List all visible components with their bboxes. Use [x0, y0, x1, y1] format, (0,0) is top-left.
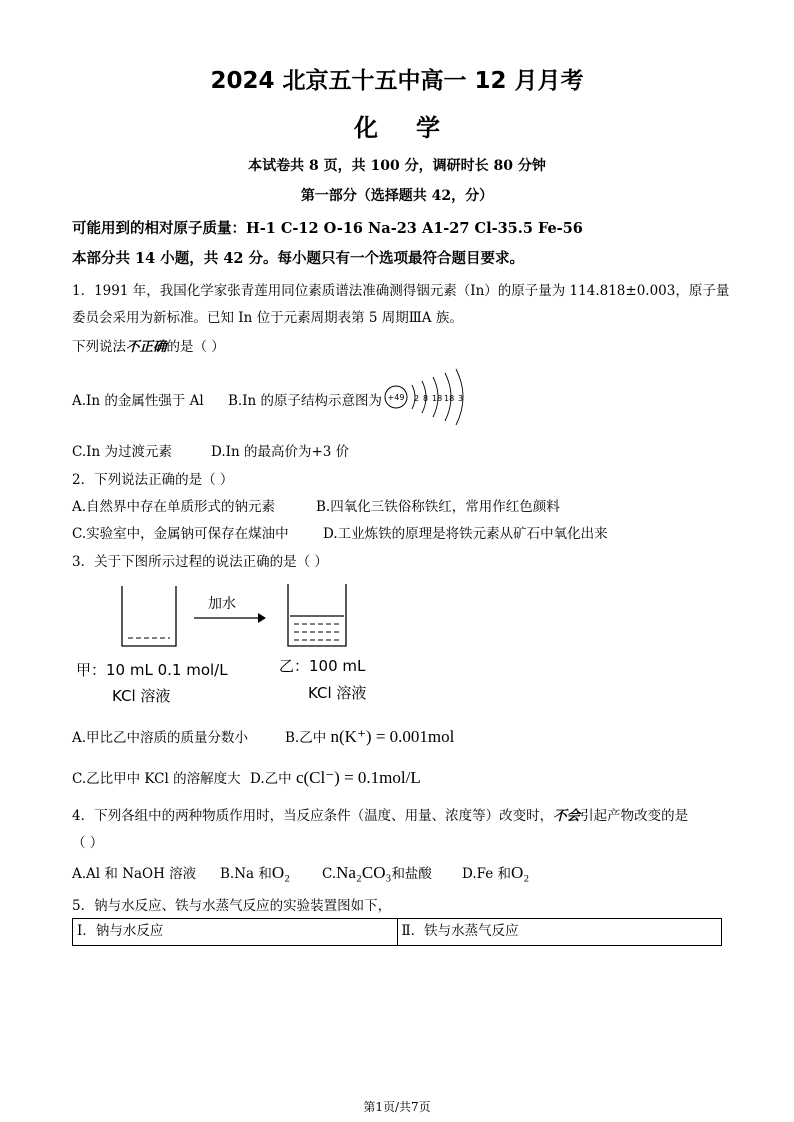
beaker-yi	[288, 584, 346, 646]
q4-option-c	[322, 862, 432, 883]
page-number: 第1页/共7页	[363, 1100, 431, 1114]
yi-label-line1: 乙：100 mL	[279, 657, 366, 675]
q4-answer-paren: （ ）	[72, 835, 104, 851]
nucleus-charge: +49	[387, 393, 405, 402]
q5-stem: 5．钠与水反应、铁与水蒸气反应的实验装置图如下，	[72, 898, 392, 914]
atomic-masses: 可能用到的相对原子质量：H-1 C-12 O-16 Na-23 A1-27 Cl-35.5 Fe-56	[72, 220, 583, 237]
q1-option-b: B.In 的原子结构示意图为	[228, 393, 383, 409]
yi-label-line2: KCl 溶液	[308, 684, 367, 702]
q4-option-d-label: D.Fe 和	[462, 866, 512, 882]
q4-option-a: A.Al 和 NaOH 溶液	[72, 866, 197, 882]
q4-stem-emphasis: 不会	[553, 808, 581, 824]
q4-stem	[72, 804, 688, 824]
q3-stem: 3．关于下图所示过程的说法正确的是（ ）	[72, 554, 328, 570]
q1-line2: 委员会采用为新标准。已知 In 位于元素周期表第 5 周期ⅢA 族。	[72, 310, 463, 326]
q4-option-c-label: C.	[322, 866, 337, 882]
part-heading: 第一部分（选择题共 42，分）	[300, 188, 494, 204]
q3-option-a: A.甲比乙中溶质的质量分数小	[72, 730, 249, 746]
q5-table	[72, 918, 722, 946]
q4-option-b	[220, 862, 290, 883]
shell-count-5: 3	[458, 394, 464, 403]
q1-line1: 1．1991 年，我国化学家张青莲用同位素质谱法准确测得铟元素（In）的原子量为 114.818±0.003，原子量	[72, 283, 730, 299]
q2-option-c: C.实验室中，金属钠可保存在煤油中	[72, 526, 289, 542]
q2-stem: 2．下列说法正确的是（ ）	[72, 472, 234, 488]
exam-title: 2024 北京五十五中高一 12 月月考	[210, 68, 584, 94]
q1-stem-emphasis: 不正确	[126, 339, 167, 355]
beaker-jia	[122, 586, 176, 646]
jia-label-line2: KCl 溶液	[112, 687, 171, 705]
q4-stem-pre: 4．下列各组中的两种物质作用时，当反应条件（温度、用量、浓度等）改变时，	[72, 808, 554, 824]
jia-label-line1: 甲：10 mL 0.1 mol/L	[76, 661, 228, 679]
q3-option-c: C.乙比甲中 KCl 的溶解度大	[72, 771, 241, 787]
dilution-diagram	[110, 578, 390, 658]
arrow-label: 加水	[208, 596, 236, 612]
instructions: 本部分共 14 小题，共 42 分。每小题只有一个选项最符合题目要求。	[72, 250, 525, 267]
q2-option-b: B.四氧化三铁俗称铁红，常用作红色颜料	[316, 499, 560, 515]
q3-option-b-formula: n(K⁺) = 0.001mol	[330, 727, 455, 746]
arrow-head-icon	[258, 613, 266, 623]
table-row	[73, 919, 722, 946]
q3-option-b-label: B.乙中	[285, 730, 327, 746]
shell-count-3: 18	[432, 394, 443, 403]
q4-option-c-formula: Na₂CO₃	[336, 863, 392, 882]
q5-cell-sodium-water: Ⅰ．钠与水反应	[73, 919, 398, 946]
q4-option-c-suffix: 和盐酸	[391, 866, 432, 882]
shell-count-2: 8	[423, 394, 429, 403]
q2-option-d: D.工业炼铁的原理是将铁元素从矿石中氧化出来	[323, 526, 608, 542]
q4-stem-post: 引起产物改变的是	[580, 808, 689, 824]
q3-option-d	[250, 767, 421, 788]
q4-option-b-label: B.Na 和	[220, 866, 272, 882]
q4-option-d	[462, 862, 529, 883]
q4-option-b-formula: O₂	[271, 863, 291, 882]
exam-info: 本试卷共 8 页，共 100 分，调研时长 80 分钟	[248, 158, 546, 174]
q1-stem-post: 的是（ ）	[166, 339, 225, 355]
shell-count-4: 18	[444, 394, 455, 403]
q3-option-b	[285, 726, 454, 747]
q3-option-d-label: D.乙中	[250, 771, 292, 787]
q1-option-d: D.In 的最高价为+3 价	[211, 444, 350, 460]
q1-stem	[72, 335, 225, 355]
q1-stem-pre: 下列说法	[72, 339, 126, 355]
q1-option-c: C.In 为过渡元素	[72, 444, 172, 460]
atom-structure-diagram	[382, 368, 472, 426]
subject-title: 化学	[354, 113, 478, 142]
q5-cell-iron-steam: Ⅱ．铁与水蒸气反应	[397, 919, 722, 946]
shell-count-1: 2	[414, 394, 420, 403]
q2-option-a: A.自然界中存在单质形式的钠元素	[72, 499, 276, 515]
q4-option-d-formula: O₂	[511, 863, 530, 882]
q3-option-d-formula: c(Cl⁻) = 0.1mol/L	[295, 768, 421, 787]
q1-option-a: A.In 的金属性强于 Al	[72, 393, 204, 409]
